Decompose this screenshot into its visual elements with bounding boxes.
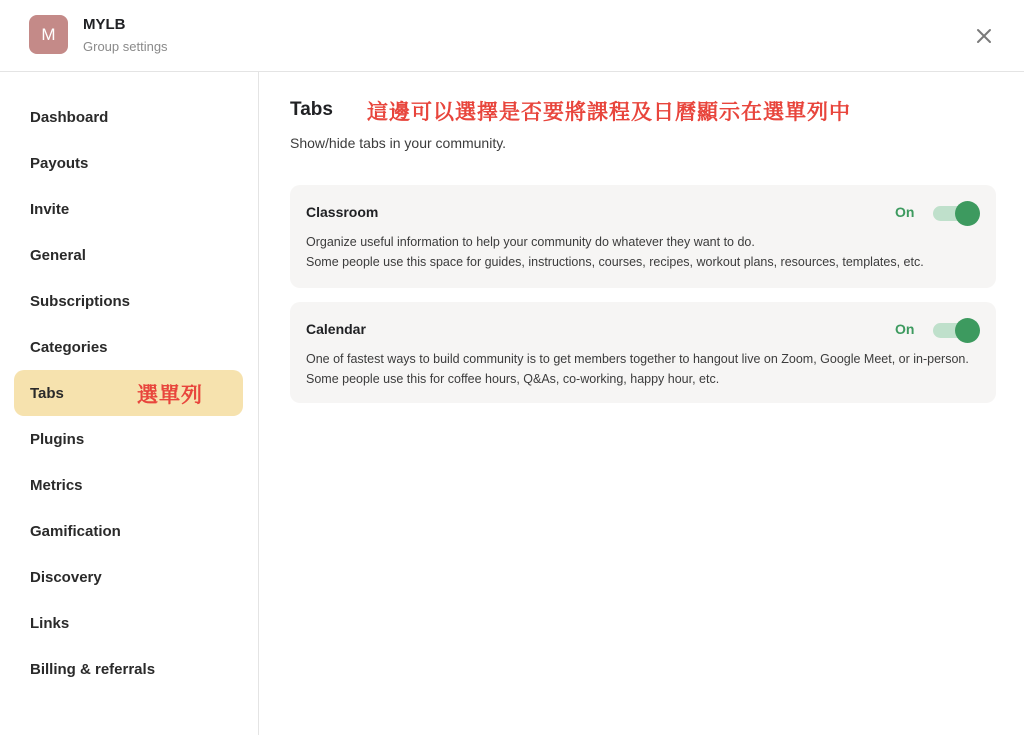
page-description: Show/hide tabs in your community. <box>290 135 507 151</box>
tab-card-classroom <box>290 185 996 288</box>
sidebar-item-categories[interactable] <box>14 324 243 370</box>
sidebar-item-dashboard[interactable] <box>14 94 243 140</box>
annotation-text: 這邊可以選擇是否要將課程及日曆顯示在選單列中 <box>367 101 851 124</box>
sidebar-annotation: 選單列 <box>137 384 203 407</box>
settings-header <box>0 0 1024 72</box>
tabs-settings-panel <box>260 72 1024 735</box>
group-settings-subtitle: Group settings <box>83 39 168 54</box>
page-title: Tabs <box>290 99 333 120</box>
tab-card-calendar <box>290 302 996 403</box>
sidebar-item-label: Tabs <box>30 384 64 402</box>
toggle-state-label: On <box>895 204 915 220</box>
card-description: One of fastest ways to build community is to get members together to hangout live on Zoom, Google Meet, or in-person. Some people use this for coffee hours, Q&As, co-working, happy hour, etc. <box>306 352 969 386</box>
sidebar-item-billing-referrals[interactable] <box>14 646 243 692</box>
sidebar-item-label: Dashboard <box>30 108 109 126</box>
sidebar-item-gamification[interactable] <box>14 508 243 554</box>
sidebar-item-label: Metrics <box>30 476 83 494</box>
classroom-toggle[interactable] <box>933 201 980 225</box>
card-title: Calendar <box>306 321 366 337</box>
card-description <box>306 232 981 272</box>
sidebar-item-label: General <box>30 246 86 264</box>
card-description-line: Some people use this space for guides, instructions, courses, recipes, workout plans, resources, templates, etc. <box>306 255 924 269</box>
sidebar-item-general[interactable] <box>14 232 243 278</box>
group-avatar: M <box>29 15 68 54</box>
card-description-line: Organize useful information to help your community do whatever they want to do. <box>306 235 755 249</box>
settings-sidebar <box>0 72 259 735</box>
sidebar-item-label: Invite <box>30 200 70 218</box>
sidebar-item-subscriptions[interactable] <box>14 278 243 324</box>
sidebar-item-label: Gamification <box>30 522 121 540</box>
sidebar-item-payouts[interactable] <box>14 140 243 186</box>
toggle-knob <box>955 201 980 226</box>
sidebar-item-invite[interactable] <box>14 186 243 232</box>
close-icon <box>976 28 992 44</box>
sidebar-item-label: Billing & referrals <box>30 660 156 678</box>
calendar-toggle[interactable] <box>933 318 980 342</box>
sidebar-item-label: Discovery <box>30 568 102 586</box>
toggle-knob <box>955 318 980 343</box>
sidebar-item-plugins[interactable] <box>14 416 243 462</box>
sidebar-item-label: Payouts <box>30 154 89 172</box>
sidebar-item-links[interactable] <box>14 600 243 646</box>
sidebar-item-label: Plugins <box>30 430 85 448</box>
sidebar-item-tabs[interactable] <box>14 370 243 416</box>
sidebar-item-label: Subscriptions <box>30 292 131 310</box>
close-button[interactable] <box>970 22 998 50</box>
sidebar-item-label: Links <box>30 614 70 632</box>
toggle-state-label: On <box>895 321 915 337</box>
sidebar-item-label: Categories <box>30 338 108 356</box>
group-name: MYLB <box>83 16 126 33</box>
card-title: Classroom <box>306 204 379 220</box>
sidebar-item-metrics[interactable] <box>14 462 243 508</box>
sidebar-item-discovery[interactable] <box>14 554 243 600</box>
